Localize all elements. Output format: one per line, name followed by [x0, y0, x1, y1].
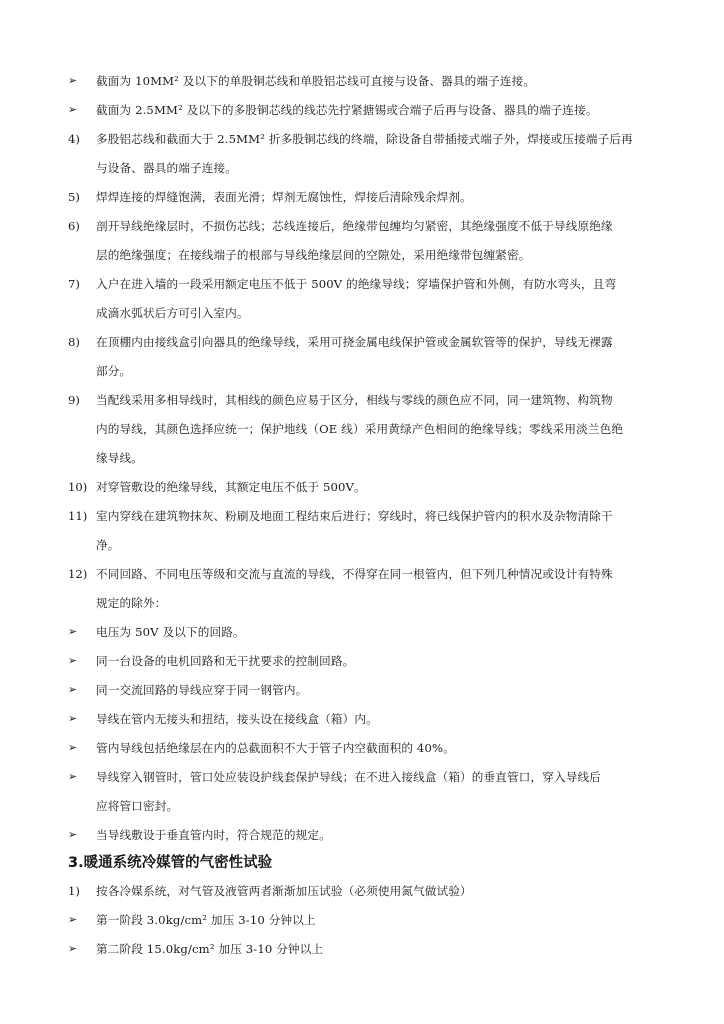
item-text: 第一阶段 3.0kg/cm² 加压 3-10 分钟以上: [96, 913, 316, 927]
item-number: 1): [68, 884, 80, 898]
item-text: 当导线敷设于垂直管内时，符合规范的规定。: [96, 828, 331, 842]
item-text: 与设备、器具的端子连接。: [96, 161, 237, 175]
item-text: 内的导线，其颜色选择应统一；保护地线（OE 线）采用黄绿产色相间的绝缘导线；零线采用淡兰色绝: [96, 422, 624, 436]
item-number: 5): [68, 190, 80, 204]
item-number: 4): [68, 132, 80, 146]
list-item: [0, 505, 724, 527]
list-item: [0, 824, 724, 846]
section-heading: 3.暖通系统冷媒管的气密性试验: [68, 855, 273, 871]
item-text: 同一台设备的电机回路和无干扰要求的控制回路。: [96, 654, 355, 668]
list-item: [0, 737, 724, 759]
item-text: 第二阶段 15.0kg/cm² 加压 3-10 分钟以上: [96, 942, 324, 956]
list-item: [0, 650, 724, 672]
bullet-arrow-icon: ➢: [68, 913, 78, 926]
item-text: 入户在进入墙的一段采用额定电压不低于 500V 的绝缘导线；穿墙保护管和外侧，有防水弯头，且弯: [96, 277, 617, 291]
list-item-continuation: [0, 418, 724, 440]
list-item-continuation: [0, 592, 724, 614]
list-item: [0, 389, 724, 411]
list-item: [0, 99, 724, 121]
list-item: [0, 70, 724, 92]
item-text: 室内穿线在建筑物抹灰、粉刷及地面工程结束后进行；穿线时，将已线保护管内的积水及杂物清除干: [96, 509, 613, 523]
list-item: [0, 708, 724, 730]
bullet-arrow-icon: ➢: [68, 74, 78, 87]
list-item-continuation: [0, 534, 724, 556]
item-number: 10): [68, 480, 88, 494]
item-text: 对穿管敷设的绝缘导线，其额定电压不低于 500V。: [96, 480, 366, 494]
list-item-continuation: [0, 244, 724, 266]
item-text: 电压为 50V 及以下的回路。: [96, 625, 245, 639]
item-text: 应将管口密封。: [96, 799, 179, 813]
item-number: 11): [68, 509, 88, 523]
bullet-arrow-icon: ➢: [68, 770, 78, 783]
bullet-arrow-icon: ➢: [68, 683, 78, 696]
item-number: 12): [68, 567, 88, 581]
list-item: [0, 215, 724, 237]
list-item: [0, 563, 724, 585]
item-text: 剖开导线绝缘层时，不损伤芯线；芯线连接后，绝缘带包缠均匀紧密，其绝缘强度不低于导线原绝缘: [96, 219, 613, 233]
list-item: [0, 128, 724, 150]
list-item: [0, 909, 724, 931]
list-item: [0, 938, 724, 960]
item-text: 截面为 2.5MM² 及以下的多股铜芯线的线芯先拧紧搪锡或合端子后再与设备、器具的端子连接。: [96, 103, 598, 117]
list-item-continuation: [0, 795, 724, 817]
bullet-arrow-icon: ➢: [68, 942, 78, 955]
list-item: [0, 273, 724, 295]
list-item: [0, 476, 724, 498]
item-text: 焊焊连接的焊缝饱满，表面光滑；焊剂无腐蚀性，焊接后清除残余焊剂。: [96, 190, 472, 204]
item-text: 多股铝芯线和截面大于 2.5MM² 折多股铜芯线的终端，除设备自带插接式端子外，焊接或压接端子后再: [96, 132, 633, 146]
item-text: 导线在管内无接头和扭结，接头设在接线盒（箱）内。: [96, 712, 378, 726]
list-item: [0, 880, 724, 902]
bullet-arrow-icon: ➢: [68, 712, 78, 725]
item-text: 规定的除外：: [96, 596, 167, 610]
item-number: 9): [68, 393, 80, 407]
list-item-continuation: [0, 447, 724, 469]
bullet-arrow-icon: ➢: [68, 625, 78, 638]
item-number: 7): [68, 277, 80, 291]
list-item: [0, 331, 724, 353]
list-item: [0, 766, 724, 788]
item-text: 导线穿入钢管时，管口处应装设护线套保护导线；在不进入接线盒（箱）的垂直管口，穿入导线后: [96, 770, 601, 784]
item-text: 管内导线包括绝缘层在内的总截面积不大于管子内空截面积的 40%。: [96, 741, 455, 755]
item-text: 按各冷媒系统，对气管及液管两者渐渐加压试验（必须使用氮气做试验）: [96, 884, 472, 898]
list-item: [0, 186, 724, 208]
item-text: 净。: [96, 538, 120, 552]
item-number: 6): [68, 219, 80, 233]
list-item-continuation: [0, 302, 724, 324]
item-text: 层的绝缘强度；在接线端子的根部与导线绝缘层间的空隙处，采用绝缘带包缠紧密。: [96, 248, 531, 262]
list-item-continuation: [0, 157, 724, 179]
list-item-continuation: [0, 360, 724, 382]
bullet-arrow-icon: ➢: [68, 654, 78, 667]
list-item: [0, 679, 724, 701]
item-text: 不同回路、不同电压等级和交流与直流的导线，不得穿在同一根管内，但下列几种情况或设计有特殊: [96, 567, 613, 581]
item-text: 当配线采用多相导线时，其相线的颜色应易于区分，相线与零线的颜色应不同，同一建筑物、构筑物: [96, 393, 613, 407]
item-text: 成滴水弧状后方可引入室内。: [96, 306, 249, 320]
item-text: 在顶棚内由接线盒引向器具的绝缘导线，采用可挠金属电线保护管或金属软管等的保护，导线无裸露: [96, 335, 613, 349]
bullet-arrow-icon: ➢: [68, 828, 78, 841]
item-text: 部分。: [96, 364, 132, 378]
item-text: 同一交流回路的导线应穿于同一钢管内。: [96, 683, 308, 697]
item-text: 缘导线。: [96, 451, 143, 465]
item-number: 8): [68, 335, 80, 349]
bullet-arrow-icon: ➢: [68, 741, 78, 754]
bullet-arrow-icon: ➢: [68, 103, 78, 116]
list-item: [0, 621, 724, 643]
item-text: 截面为 10MM² 及以下的单股铜芯线和单股铝芯线可直接与设备、器具的端子连接。: [96, 74, 536, 88]
